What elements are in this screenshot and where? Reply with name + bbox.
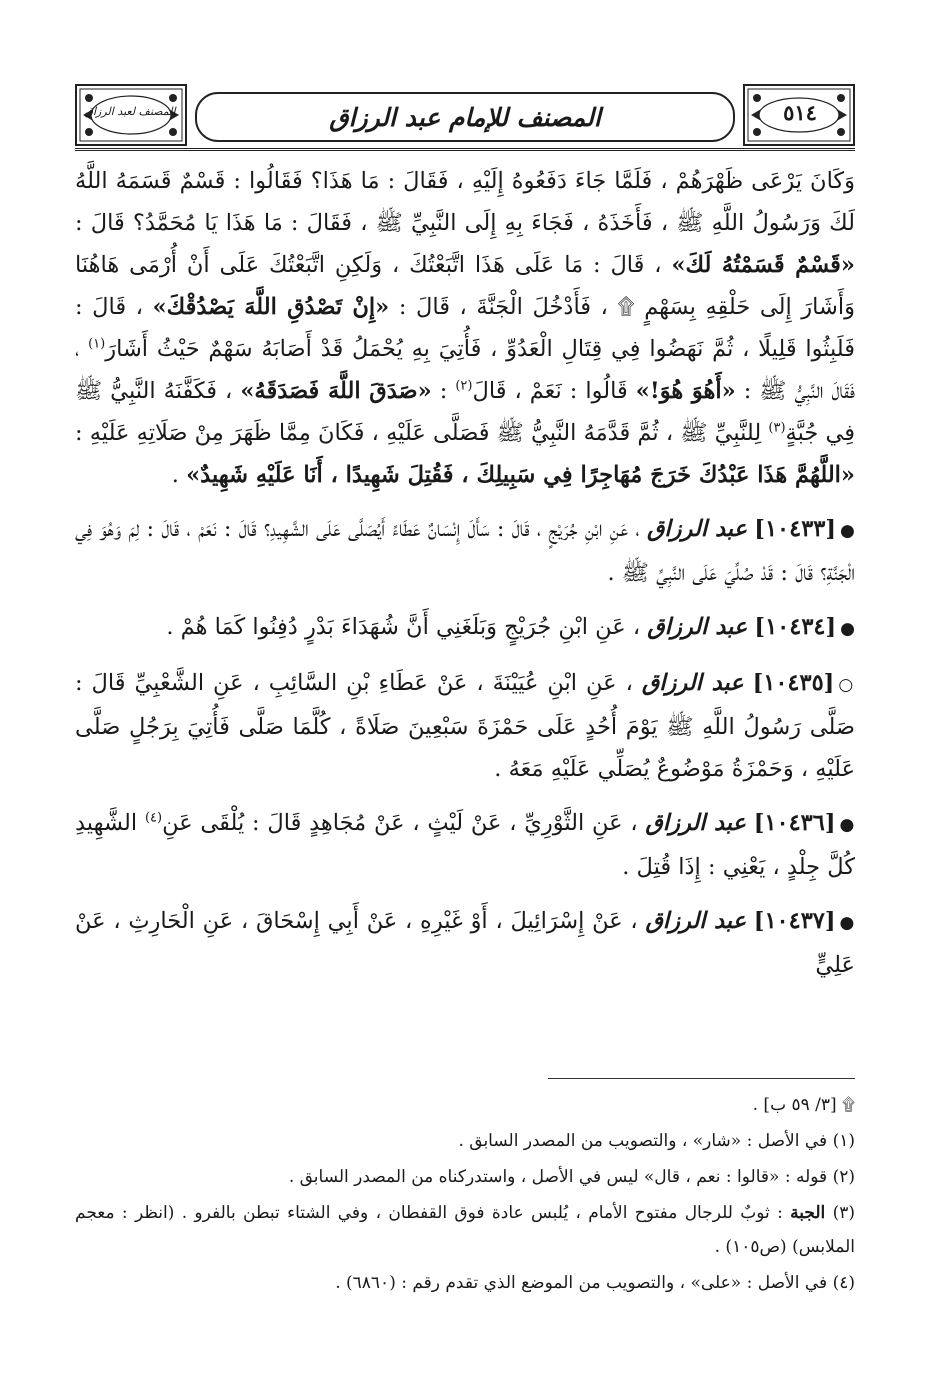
footnotes <box>75 1088 855 1302</box>
hadith-10435: ○[١٠٤٣٥] عبد الرزاق ، عَنِ ابْنِ عُيَيْنَةَ ، عَنْ عَطَاءِ بْنِ السَّائِبِ ، عَنِ الشَّعْبِيِّ قَالَ : صَلَّى رَسُولُ اللَّهِ ﷺ يَوْمَ أُحُدٍ عَلَى حَمْزَةَ سَبْعِينَ صَلَاةً ، كُلَّمَا صَلَّى فَأُتِيَ بِرَجُلٍ صَلَّى عَلَيْهِ ، وَحَمْزَةُ مَوْضُوعٌ يُصَلِّي عَلَيْهِ مَعَهُ . <box>75 670 855 782</box>
hadith-number: [١٠٤٣٤] <box>754 614 837 640</box>
running-header <box>75 80 855 150</box>
header-title-frame <box>195 92 735 142</box>
hadith-10436: ●[١٠٤٣٦] عبد الرزاق ، عَنِ الثَّوْرِيِّ ، عَنْ لَيْثٍ ، عَنْ مُجَاهِدٍ قَالَ : يُلْقَى عَنِ$^{(٤)}$ الشَّهِيدِ كُلَّ جِلْدٍ ، يَعْنِي : إِذَا قُتِلَ . <box>75 810 855 880</box>
footnote-ref[interactable]: (٣) <box>768 420 786 436</box>
volume-mark: المصنف لعبد الرزاق <box>84 104 176 118</box>
header-divider <box>75 148 855 151</box>
footnote-ref[interactable]: (١) <box>88 336 106 352</box>
hadith-number: [١٠٤٣٦] <box>753 810 836 836</box>
page-title: المصنف للإمام عبد الرزاق <box>329 102 601 132</box>
page-number: ٥١٤ <box>783 99 817 125</box>
folio-marker: ۩ [٣/ ٥٩ ب] . <box>752 1095 855 1115</box>
footnote-2: (٢) قوله : «قالوا : نعم ، قال» ليس في الأصل ، واستدركناه من المصدر السابق . <box>288 1167 855 1187</box>
hadith-10433: ●[١٠٤٣٣] عبد الرزاق ، عَنِ ابْنِ جُرَيْجٍ ، قَالَ : سَأَلَ إِنْسَانٌ عَطَاءً أَيُصَلَّى عَلَى الشَّهِيدِ؟ قَالَ : نَعَمْ ، قَالَ : لِمَ وَهُوَ فِي الْجَنَّةِ؟ قَالَ : قَدْ صُلِّيَ عَلَى النَّبِيِّ ﷺ . <box>75 516 855 586</box>
footnote-ref[interactable]: (٤) <box>144 810 163 826</box>
footnote-3: (٣) الجبة : ثوبٌ للرجال مفتوح الأمام ، يُلبس عادة فوق القفطان ، وفي الشتاء تبطن بالفرو . (انظر : معجم الملابس) (ص١٠٥) . <box>75 1203 856 1257</box>
bullet-icon: ● <box>839 913 855 933</box>
bullet-icon: ● <box>839 815 855 835</box>
continuation-paragraph: وَكَانَ يَرْعَى ظَهْرَهُمْ ، فَلَمَّا جَاءَ دَفَعُوهُ إِلَيْهِ ، فَقَالَ : مَا هَذَا؟ فَقَالُوا : قَسْمٌ قَسَمَهُ اللَّهُ لَكَ وَرَسُولُ اللَّهِ ﷺ ، فَأَخَذَهُ ، فَجَاءَ بِهِ إِلَى النَّبِيِّ ﷺ ، فَقَالَ : مَا هَذَا يَا مُحَمَّدُ؟ قَالَ : «قَسْمٌ قَسَمْتُهُ لَكَ» ، قَالَ : مَا عَلَى هَذَا اتَّبَعْتُكَ ، وَلَكِنِ اتَّبَعْتُكَ عَلَى أَنْ أُرْمَى هَاهُنَا وَأَشَارَ إِلَى حَلْقِهِ بِسَهْمٍ ۩ ، فَأَدْخُلَ الْجَنَّةَ ، قَالَ : «إِنْ تَصْدُقِ اللَّهَ يَصْدُقْكَ» ، قَالَ : فَلَبِثُوا قَلِيلًا ، ثُمَّ نَهَضُوا فِي قِتَالِ الْعَدُوِّ ، فَأُتِيَ بِهِ يُحْمَلُ قَدْ أَصَابَهُ سَهْمٌ حَيْثُ أَشَارَ$^{(١)}$ ، فَقَالَ النَّبِيُّ ﷺ : «أَهُوَ هُوَ!» قَالُوا : نَعَمْ ، قَالَ$^{(٢)}$ : «صَدَقَ اللَّهَ فَصَدَقَهُ» ، فَكَفَّنَهُ النَّبِيُّ ﷺ فِي جُبَّةٍ$^{(٣)}$ لِلنَّبِيِّ ﷺ ، ثُمَّ قَدَّمَهُ النَّبِيُّ ﷺ فَصَلَّى عَلَيْهِ ، فَكَانَ مِمَّا ظَهَرَ مِنْ صَلَاتِهِ عَلَيْهِ : «اللَّهُمَّ هَذَا عَبْدُكَ خَرَجَ مُهَاجِرًا فِي سَبِيلِكَ ، فَقُتِلَ شَهِيدًا ، أَنَا عَلَيْهِ شَهِيدٌ» . <box>75 168 856 488</box>
hadith-10437: ●[١٠٤٣٧] عبد الرزاق ، عَنْ إِسْرَائِيلَ ، أَوْ غَيْرِهِ ، عَنْ أَبِي إِسْحَاقَ ، عَنِ الْحَارِثِ ، عَنْ عَلِيٍّ <box>75 908 855 978</box>
bullet-icon: ● <box>840 619 855 639</box>
hadith-10434: ●[١٠٤٣٤] عبد الرزاق ، عَنِ ابْنِ جُرَيْجٍ وَبَلَغَنِي أَنَّ شُهَدَاءَ بَدْرٍ دُفِنُوا كَمَا هُمْ . <box>166 614 855 640</box>
main-text <box>75 160 855 986</box>
hadith-number: [١٠٤٣٥] <box>752 670 835 696</box>
narrator: عبد الرزاق <box>645 810 746 836</box>
footnote-4: (٤) في الأصل : «على» ، والتصويب من الموضع الذي تقدم رقم : (٦٨٦٠) . <box>335 1273 855 1293</box>
footnote-1: (١) في الأصل : «شار» ، والتصويب من المصدر السابق . <box>458 1131 855 1151</box>
bullet-icon: ● <box>840 521 855 541</box>
hadith-number: [١٠٤٣٧] <box>753 908 836 934</box>
footnote-ref[interactable]: (٢) <box>455 378 473 394</box>
footnote-divider <box>548 1078 855 1079</box>
hollow-bullet-icon: ○ <box>838 675 855 695</box>
narrator: عبد الرزاق <box>641 670 744 696</box>
hadith-number: [١٠٤٣٣] <box>754 516 837 542</box>
narrator: عبد الرزاق <box>647 614 748 640</box>
narrator: عبد الرزاق <box>646 516 748 542</box>
narrator: عبد الرزاق <box>645 908 747 934</box>
